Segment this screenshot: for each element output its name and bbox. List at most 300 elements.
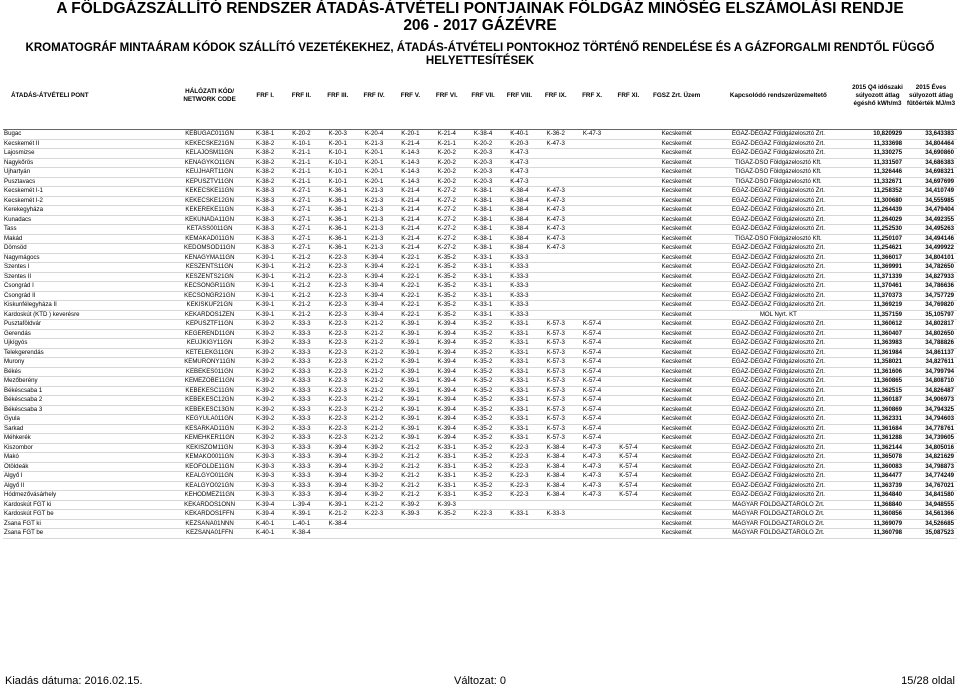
annual-calorific-value-cell: 34,690860 (905, 149, 957, 159)
header-frf-9: FRF IX. (538, 63, 574, 130)
frf-2-cell: K-33-3 (283, 348, 319, 358)
frf-8-cell: K-38-4 (501, 206, 537, 216)
frf-5-cell: K-39-1 (392, 415, 428, 425)
frf-7-cell (465, 500, 501, 510)
frf-6-cell: K-27-2 (429, 187, 465, 197)
frf-9-cell: K-57-3 (538, 434, 574, 444)
frf-4-cell: K-21-3 (356, 225, 392, 235)
frf-9-cell (538, 291, 574, 301)
annual-calorific-value-cell: 34,827933 (905, 272, 957, 282)
frf-2-cell: K-33-3 (283, 491, 319, 501)
frf-2-cell: K-27-1 (283, 187, 319, 197)
frf-3-cell: K-36-1 (320, 215, 356, 225)
frf-10-cell (574, 139, 610, 149)
frf-1-cell: K-39-2 (247, 339, 283, 349)
frf-6-cell: K-39-4 (429, 339, 465, 349)
annual-calorific-value-cell: 34,804464 (905, 139, 957, 149)
frf-8-cell: K-33-3 (501, 272, 537, 282)
frf-9-cell: K-47-3 (538, 234, 574, 244)
fgsz-plant-cell: Kecskemét (647, 158, 707, 168)
frf-8-cell (501, 529, 537, 539)
frf-1-cell: K-39-2 (247, 405, 283, 415)
frf-1-cell: K-39-2 (247, 434, 283, 444)
frf-6-cell: K-33-1 (429, 462, 465, 472)
q4-heating-value-cell: 11,357159 (850, 310, 905, 320)
frf-6-cell: K-35-2 (429, 301, 465, 311)
operator-cell: ÉGÁZ-DÉGÁZ Földgázelosztó Zrt. (707, 206, 850, 216)
frf-11-cell (610, 291, 646, 301)
frf-2-cell: K-33-3 (283, 396, 319, 406)
frf-4-cell: K-39-4 (356, 253, 392, 263)
frf-10-cell: K-57-4 (574, 358, 610, 368)
frf-3-cell: K-10-1 (320, 149, 356, 159)
annual-calorific-value-cell: 34,769820 (905, 301, 957, 311)
frf-11-cell (610, 282, 646, 292)
frf-6-cell: K-39-4 (429, 358, 465, 368)
table-row (3, 348, 957, 358)
frf-8-cell (501, 519, 537, 529)
frf-6-cell: K-39-4 (429, 348, 465, 358)
network-code-cell: KEKISZOM11GN (172, 443, 247, 453)
q4-heating-value-cell: 11,358021 (850, 358, 905, 368)
table-row (3, 453, 957, 463)
frf-4-cell: K-39-4 (356, 263, 392, 273)
frf-2-cell: K-21-1 (283, 177, 319, 187)
frf-5-cell: K-39-1 (392, 348, 428, 358)
frf-5-cell: K-21-4 (392, 187, 428, 197)
operator-cell: ÉGÁZ-DÉGÁZ Földgázelosztó Zrt. (707, 415, 850, 425)
point-name-cell: Csongrád II (3, 291, 172, 301)
frf-3-cell: K-22-3 (320, 282, 356, 292)
frf-5-cell: K-21-2 (392, 481, 428, 491)
frf-7-cell: K-20-3 (465, 177, 501, 187)
table-row (3, 206, 957, 216)
q4-heating-value-cell: 11,360083 (850, 462, 905, 472)
frf-3-cell: K-22-3 (320, 424, 356, 434)
q4-heating-value-cell: 11,333698 (850, 139, 905, 149)
frf-11-cell (610, 415, 646, 425)
q4-heating-value-cell: 11,362144 (850, 443, 905, 453)
frf-1-cell: K-39-3 (247, 462, 283, 472)
frf-9-cell: K-47-3 (538, 196, 574, 206)
frf-5-cell: K-39-1 (392, 386, 428, 396)
frf-7-cell: K-35-2 (465, 472, 501, 482)
frf-11-cell: K-57-4 (610, 443, 646, 453)
network-code-cell: KEMURONY11GN (172, 358, 247, 368)
annual-calorific-value-cell: 34,794603 (905, 415, 957, 425)
table-row (3, 215, 957, 225)
operator-cell: ÉGÁZ-DÉGÁZ Földgázelosztó Zrt. (707, 491, 850, 501)
frf-3-cell: K-20-1 (320, 139, 356, 149)
frf-7-cell: K-35-2 (465, 481, 501, 491)
frf-7-cell: K-35-2 (465, 396, 501, 406)
point-name-cell: Sarkad (3, 424, 172, 434)
frf-8-cell: K-38-4 (501, 234, 537, 244)
frf-7-cell: K-33-1 (465, 282, 501, 292)
frf-11-cell (610, 149, 646, 159)
operator-cell: ÉGÁZ-DÉGÁZ Földgázelosztó Zrt. (707, 367, 850, 377)
frf-2-cell: K-21-1 (283, 149, 319, 159)
operator-cell: ÉGÁZ-DÉGÁZ Földgázelosztó Zrt. (707, 434, 850, 444)
annual-calorific-value-cell: 34,410749 (905, 187, 957, 197)
frf-7-cell: K-35-2 (465, 453, 501, 463)
header-point: ÁTADÁS-ÁTVÉTELI PONT (3, 63, 172, 130)
annual-calorific-value-cell: 34,799794 (905, 367, 957, 377)
frf-5-cell: K-21-2 (392, 462, 428, 472)
point-name-cell: Pusztaföldvár (3, 320, 172, 330)
point-name-cell: Kecskemét I-1 (3, 187, 172, 197)
frf-9-cell: K-47-3 (538, 206, 574, 216)
frf-6-cell: K-33-1 (429, 443, 465, 453)
network-code-cell: KEMEZOBE11GN (172, 377, 247, 387)
frf-3-cell: K-22-3 (320, 367, 356, 377)
annual-calorific-value-cell: 33,643383 (905, 130, 957, 140)
frf-4-cell: K-21-2 (356, 500, 392, 510)
fgsz-plant-cell: Kecskemét (647, 244, 707, 254)
frf-9-cell (538, 158, 574, 168)
table-row (3, 291, 957, 301)
table-row (3, 424, 957, 434)
frf-2-cell: K-21-2 (283, 282, 319, 292)
point-name-cell: Nagykőrös (3, 158, 172, 168)
network-code-cell: KESZENTS21GN (172, 272, 247, 282)
frf-10-cell (574, 244, 610, 254)
frf-11-cell (610, 225, 646, 235)
frf-11-cell (610, 320, 646, 330)
frf-8-cell: K-33-1 (501, 396, 537, 406)
frf-3-cell: K-36-1 (320, 225, 356, 235)
frf-2-cell: K-33-3 (283, 358, 319, 368)
frf-2-cell: K-33-3 (283, 481, 319, 491)
fgsz-plant-cell: Kecskemét (647, 367, 707, 377)
frf-4-cell: K-20-1 (356, 177, 392, 187)
frf-2-cell: K-21-2 (283, 253, 319, 263)
annual-calorific-value-cell: 34,561366 (905, 510, 957, 520)
frf-3-cell: K-22-3 (320, 301, 356, 311)
fgsz-plant-cell: Kecskemét (647, 386, 707, 396)
frf-6-cell: K-21-1 (429, 139, 465, 149)
frf-11-cell (610, 396, 646, 406)
frf-2-cell: K-33-3 (283, 367, 319, 377)
frf-5-cell (392, 519, 428, 529)
frf-10-cell: K-47-3 (574, 130, 610, 140)
frf-4-cell: K-39-4 (356, 291, 392, 301)
frf-9-cell (538, 282, 574, 292)
frf-9-cell: K-36-2 (538, 130, 574, 140)
point-name-cell: Lajosmizse (3, 149, 172, 159)
network-code-cell: KECSONGR11GN (172, 282, 247, 292)
operator-cell: ÉGÁZ-DÉGÁZ Földgázelosztó Zrt. (707, 291, 850, 301)
annual-calorific-value-cell: 34,555985 (905, 196, 957, 206)
frf-5-cell: K-39-3 (392, 510, 428, 520)
frf-1-cell: K-39-2 (247, 396, 283, 406)
network-code-cell: KEMAKO0011GN (172, 453, 247, 463)
fgsz-plant-cell: Kecskemét (647, 424, 707, 434)
frf-11-cell (610, 244, 646, 254)
frf-10-cell: K-57-4 (574, 339, 610, 349)
frf-3-cell: K-22-3 (320, 310, 356, 320)
frf-9-cell: K-47-3 (538, 244, 574, 254)
frf-8-cell: K-33-3 (501, 291, 537, 301)
frf-4-cell: K-21-2 (356, 358, 392, 368)
point-name-cell: Kecskemét II (3, 139, 172, 149)
frf-7-cell: K-35-2 (465, 377, 501, 387)
q4-heating-value-cell: 11,369079 (850, 519, 905, 529)
frf-3-cell: K-39-4 (320, 491, 356, 501)
frf-1-cell: K-39-2 (247, 358, 283, 368)
table-row (3, 234, 957, 244)
frf-9-cell (538, 253, 574, 263)
network-code-cell: KENAGYMA11GN (172, 253, 247, 263)
frf-5-cell: K-20-1 (392, 130, 428, 140)
frf-10-cell: K-57-4 (574, 377, 610, 387)
network-code-cell: KEBEKESC12GN (172, 396, 247, 406)
point-name-cell: Algyő II (3, 481, 172, 491)
network-code-cell: KEHODMEZ11GN (172, 491, 247, 501)
frf-5-cell: K-39-1 (392, 358, 428, 368)
frf-9-cell: K-57-3 (538, 320, 574, 330)
annual-calorific-value-cell: 34,767021 (905, 481, 957, 491)
q4-heating-value-cell: 11,361606 (850, 367, 905, 377)
frf-7-cell: K-20-3 (465, 149, 501, 159)
point-name-cell: Dömsöd (3, 244, 172, 254)
operator-cell: ÉGÁZ-DÉGÁZ Földgázelosztó Zrt. (707, 272, 850, 282)
frf-4-cell: K-21-2 (356, 405, 392, 415)
frf-8-cell: K-33-1 (501, 367, 537, 377)
frf-1-cell: K-39-3 (247, 491, 283, 501)
document-subtitle: KROMATOGRÁF MINTAÁRAM KÓDOK SZÁLLÍTÓ VEZETÉKEKHEZ, ÁTADÁS-ÁTVÉTELI PONTOKHOZ TÖRTÉNŐ RENDELÉSE ÉS A GÁZFORGALMI RENDTŐL FÜGGŐ HELYETTESÍTÉSEK (25, 42, 935, 67)
frf-7-cell: K-33-1 (465, 263, 501, 273)
frf-10-cell: K-47-3 (574, 472, 610, 482)
frf-10-cell (574, 301, 610, 311)
point-name-cell: Ötöldeák (3, 462, 172, 472)
frf-10-cell (574, 158, 610, 168)
annual-calorific-value-cell: 34,788826 (905, 339, 957, 349)
frf-11-cell: K-57-4 (610, 481, 646, 491)
frf-1-cell: K-39-2 (247, 424, 283, 434)
frf-3-cell: K-39-4 (320, 462, 356, 472)
annual-calorific-value-cell: 34,821629 (905, 453, 957, 463)
frf-5-cell: K-39-1 (392, 424, 428, 434)
point-name-cell: Kardoskút FGT ki (3, 500, 172, 510)
operator-cell: ÉGÁZ-DÉGÁZ Földgázelosztó Zrt. (707, 320, 850, 330)
header-frf-3: FRF III. (320, 63, 356, 130)
frf-11-cell (610, 301, 646, 311)
operator-cell: ÉGÁZ-DÉGÁZ Földgázelosztó Zrt. (707, 339, 850, 349)
frf-8-cell: K-33-3 (501, 253, 537, 263)
frf-2-cell: K-21-2 (283, 310, 319, 320)
frf-10-cell: K-47-3 (574, 443, 610, 453)
table-row (3, 187, 957, 197)
frf-11-cell (610, 196, 646, 206)
frf-1-cell: K-39-3 (247, 472, 283, 482)
frf-7-cell: K-33-1 (465, 272, 501, 282)
frf-10-cell: K-57-4 (574, 367, 610, 377)
table-row (3, 139, 957, 149)
network-code-cell: KEGYULA011GN (172, 415, 247, 425)
table-row (3, 168, 957, 178)
network-code-cell: KEZSANA01NNN (172, 519, 247, 529)
q4-heating-value-cell: 10,820929 (850, 130, 905, 140)
frf-11-cell (610, 329, 646, 339)
frf-8-cell: K-33-1 (501, 434, 537, 444)
point-name-cell: Algyő I (3, 472, 172, 482)
frf-6-cell: K-35-2 (429, 272, 465, 282)
header-frf-7: FRF VII. (465, 63, 501, 130)
fgsz-plant-cell: Kecskemét (647, 453, 707, 463)
header-annual-calorific-value: 2015 Éves súlyozott átlag fűtőérték MJ/m3 (905, 63, 957, 130)
point-name-cell: Nagymágocs (3, 253, 172, 263)
point-name-cell: Zsana FGT ki (3, 519, 172, 529)
network-code-cell: KEPUSZTF11GN (172, 320, 247, 330)
network-code-cell: KEKECSKE11GN (172, 187, 247, 197)
network-code-cell: KETASS0011GN (172, 225, 247, 235)
frf-1-cell: K-39-2 (247, 329, 283, 339)
q4-heating-value-cell: 11,369991 (850, 263, 905, 273)
header-frf-1: FRF I. (247, 63, 283, 130)
frf-5-cell: K-39-1 (392, 339, 428, 349)
frf-5-cell: K-22-1 (392, 282, 428, 292)
frf-10-cell (574, 206, 610, 216)
network-code-cell: KEDOMSOD11GN (172, 244, 247, 254)
operator-cell: ÉGÁZ-DÉGÁZ Földgázelosztó Zrt. (707, 358, 850, 368)
point-name-cell: Békés (3, 367, 172, 377)
frf-1-cell: K-38-3 (247, 187, 283, 197)
fgsz-plant-cell: Kecskemét (647, 282, 707, 292)
point-name-cell: Bugac (3, 130, 172, 140)
fgsz-plant-cell: Kecskemét (647, 500, 707, 510)
point-name-cell: Hódmezővásárhely (3, 491, 172, 501)
frf-3-cell: K-20-3 (320, 130, 356, 140)
frf-9-cell: K-47-3 (538, 187, 574, 197)
frf-3-cell: K-22-3 (320, 253, 356, 263)
table-row (3, 481, 957, 491)
operator-cell: ÉGÁZ-DÉGÁZ Földgázelosztó Zrt. (707, 253, 850, 263)
network-code-cell: KEMEHKER11GN (172, 434, 247, 444)
frf-2-cell: K-21-1 (283, 168, 319, 178)
frf-2-cell: K-21-2 (283, 263, 319, 273)
q4-heating-value-cell: 11,360865 (850, 377, 905, 387)
table-row (3, 329, 957, 339)
fgsz-plant-cell: Kecskemét (647, 206, 707, 216)
network-code-cell: KEALGYO021GN (172, 481, 247, 491)
point-name-cell: Újhartyán (3, 168, 172, 178)
table-row (3, 367, 957, 377)
table-row (3, 415, 957, 425)
frf-8-cell: K-33-1 (501, 405, 537, 415)
frf-2-cell: K-33-3 (283, 415, 319, 425)
frf-10-cell: K-57-4 (574, 348, 610, 358)
fgsz-plant-cell: Kecskemét (647, 215, 707, 225)
frf-11-cell (610, 358, 646, 368)
annual-calorific-value-cell: 34,492355 (905, 215, 957, 225)
frf-8-cell: K-20-3 (501, 139, 537, 149)
frf-6-cell: K-39-4 (429, 424, 465, 434)
frf-6-cell: K-27-2 (429, 234, 465, 244)
frf-11-cell (610, 310, 646, 320)
frf-5-cell: K-39-1 (392, 377, 428, 387)
point-name-cell: Kiszombor (3, 443, 172, 453)
frf-5-cell: K-21-2 (392, 472, 428, 482)
frf-3-cell: K-39-4 (320, 453, 356, 463)
network-code-cell: KECSONGR21GN (172, 291, 247, 301)
frf-7-cell: K-38-1 (465, 196, 501, 206)
fgsz-plant-cell: Kecskemét (647, 472, 707, 482)
frf-1-cell: K-38-1 (247, 130, 283, 140)
footer-version: Változat: 0 (454, 675, 506, 687)
annual-calorific-value-cell: 34,826487 (905, 386, 957, 396)
annual-calorific-value-cell: 34,499922 (905, 244, 957, 254)
header-fgsz-plant: FGSZ Zrt. Üzem (647, 63, 707, 130)
operator-cell: ÉGÁZ-DÉGÁZ Földgázelosztó Zrt. (707, 139, 850, 149)
operator-cell: ÉGÁZ-DÉGÁZ Földgázelosztó Zrt. (707, 130, 850, 140)
frf-2-cell: K-27-1 (283, 234, 319, 244)
operator-cell: MAGYAR FÖLDGÁZTÁROLÓ Zrt. (707, 519, 850, 529)
frf-6-cell: K-33-1 (429, 472, 465, 482)
frf-10-cell: K-47-3 (574, 481, 610, 491)
frf-8-cell: K-38-4 (501, 225, 537, 235)
frf-4-cell: K-21-2 (356, 386, 392, 396)
frf-4-cell: K-39-2 (356, 481, 392, 491)
frf-8-cell: K-33-1 (501, 348, 537, 358)
frf-8-cell: K-22-3 (501, 491, 537, 501)
table-row (3, 491, 957, 501)
document-title: A FÖLDGÁZSZÁLLÍTÓ RENDSZER ÁTADÁS-ÁTVÉTELI PONTJAINAK FÖLDGÁZ MINŐSÉG ELSZÁMOLÁSI RENDJE (56, 0, 904, 17)
frf-5-cell: K-22-1 (392, 263, 428, 273)
point-name-cell: Békéscsaba 3 (3, 405, 172, 415)
frf-8-cell: K-33-1 (501, 329, 537, 339)
annual-calorific-value-cell: 34,804101 (905, 253, 957, 263)
q4-heating-value-cell: 11,331507 (850, 158, 905, 168)
frf-10-cell: K-57-4 (574, 415, 610, 425)
operator-cell: TIGÁZ-DSO Földgázelosztó Kft. (707, 234, 850, 244)
frf-1-cell: K-39-1 (247, 310, 283, 320)
operator-cell: TIGÁZ-DSO Földgázelosztó Kft. (707, 158, 850, 168)
frf-4-cell: K-21-2 (356, 434, 392, 444)
frf-7-cell: K-38-1 (465, 187, 501, 197)
fgsz-plant-cell: Kecskemét (647, 405, 707, 415)
point-name-cell: Szentes I (3, 263, 172, 273)
network-code-cell: KEGEREND11GN (172, 329, 247, 339)
q4-heating-value-cell: 11,360856 (850, 510, 905, 520)
frf-9-cell: K-47-3 (538, 215, 574, 225)
point-name-cell: Murony (3, 358, 172, 368)
table-row (3, 130, 957, 140)
frf-11-cell (610, 405, 646, 415)
fgsz-plant-cell: Kecskemét (647, 177, 707, 187)
table-row (3, 377, 957, 387)
frf-11-cell: K-57-4 (610, 491, 646, 501)
annual-calorific-value-cell: 34,757729 (905, 291, 957, 301)
frf-8-cell: K-22-3 (501, 462, 537, 472)
frf-4-cell: K-20-1 (356, 149, 392, 159)
frf-11-cell (610, 177, 646, 187)
q4-heating-value-cell: 11,366017 (850, 253, 905, 263)
frf-8-cell: K-38-4 (501, 244, 537, 254)
frf-4-cell: K-21-2 (356, 320, 392, 330)
fgsz-plant-cell: Kecskemét (647, 301, 707, 311)
frf-6-cell: K-20-2 (429, 158, 465, 168)
frf-11-cell (610, 519, 646, 529)
frf-3-cell: K-22-3 (320, 405, 356, 415)
network-code-cell: KEKUNADA11GN (172, 215, 247, 225)
q4-heating-value-cell: 11,360612 (850, 320, 905, 330)
frf-10-cell (574, 234, 610, 244)
frf-7-cell: K-35-2 (465, 358, 501, 368)
frf-6-cell (429, 519, 465, 529)
frf-6-cell: K-35-2 (429, 291, 465, 301)
frf-9-cell: K-33-3 (538, 510, 574, 520)
